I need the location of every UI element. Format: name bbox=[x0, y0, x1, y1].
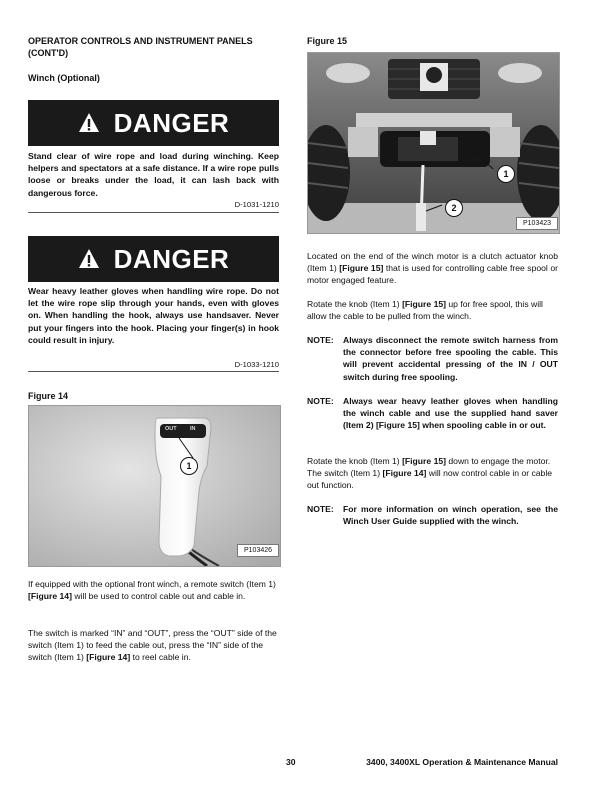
note-text: Always disconnect the remote switch harness from the connector before free spooling the cable. This will prevent accidental pressing of the IN / OUT switch during free spooling. bbox=[343, 335, 558, 382]
paragraph bbox=[307, 298, 558, 322]
figure-ref: [Figure 14] bbox=[382, 468, 427, 479]
switch-in-label: IN bbox=[190, 426, 196, 432]
danger-banner-2 bbox=[28, 236, 279, 282]
text: will now control cable in or cable out function. bbox=[307, 468, 553, 491]
note-label: NOTE: bbox=[307, 335, 334, 345]
paragraph bbox=[307, 455, 558, 492]
danger-code-1: D-1031-1210 bbox=[234, 200, 279, 209]
note-label: NOTE: bbox=[307, 504, 334, 514]
danger-text-2: Wear heavy leather gloves when handling wire rope. Do not let the wire rope slip through your hands, even with gloves on. When handling the hook, always use handsaver. Never put your fingers into the hook. Placing your finger(s) in hook could result in injury. bbox=[28, 286, 279, 345]
note bbox=[307, 503, 558, 527]
switch-out-label: OUT bbox=[165, 426, 177, 432]
callout-1: 1 bbox=[497, 165, 515, 183]
figure-ref: [Figure 15] bbox=[402, 299, 446, 309]
text: Located on the end of the winch motor is a clutch actuator knob (Item 1) bbox=[307, 251, 558, 274]
paragraph bbox=[28, 627, 279, 664]
text: If equipped with the optional front winch, a remote switch (Item 1) bbox=[28, 579, 276, 589]
paragraph bbox=[307, 250, 558, 287]
warning-triangle-icon bbox=[78, 248, 100, 270]
text: Rotate the knob (Item 1) bbox=[307, 299, 403, 309]
manual-title: 3400, 3400XL Operation & Maintenance Manual bbox=[366, 757, 558, 767]
callout-2: 2 bbox=[445, 199, 463, 217]
note-text: For more information on winch operation, see the Winch User Guide supplied with the winch. bbox=[343, 504, 558, 527]
page-number: 30 bbox=[286, 757, 296, 767]
text: up for free spool, this will allow the cable to be pulled from the winch. bbox=[307, 299, 543, 322]
figure-14-photo bbox=[28, 405, 281, 567]
note bbox=[307, 334, 558, 383]
figure-ref: [Figure 15] bbox=[339, 263, 384, 274]
callout-leader-line bbox=[29, 406, 280, 566]
text: will be used to control cable out and cable in. bbox=[71, 591, 246, 602]
danger-text-1: Stand clear of wire rope and load during winching. Keep helpers and spectators at a safe distance. If a wire rope pulls loose or breaks under the load, it can lash back with dangerous force. bbox=[28, 151, 279, 198]
text: that is used for controlling cable free spool or motor engaged feature. bbox=[307, 263, 559, 286]
callout-1: 1 bbox=[180, 457, 198, 475]
figure-15-title: Figure 15 bbox=[307, 36, 348, 46]
divider bbox=[28, 212, 279, 213]
figure-14-title: Figure 14 bbox=[28, 391, 69, 401]
danger-word-2: DANGER bbox=[113, 243, 230, 274]
danger-banner-1 bbox=[28, 100, 279, 146]
text: to reel cable in. bbox=[130, 652, 191, 663]
danger-word-1: DANGER bbox=[113, 107, 230, 138]
danger-code-2: D-1033-1210 bbox=[234, 360, 279, 369]
note-label: NOTE: bbox=[307, 396, 334, 406]
figure-14-id: P103426 bbox=[237, 544, 279, 557]
figure-15-id: P103423 bbox=[516, 217, 558, 230]
figure-ref: [Figure 14] bbox=[86, 652, 131, 663]
warning-triangle-icon bbox=[78, 112, 100, 134]
figure-15-photo bbox=[307, 52, 560, 234]
section-title: OPERATOR CONTROLS AND INSTRUMENT PANELS (CONT'D) bbox=[28, 36, 253, 58]
subsection-title: Winch (Optional) bbox=[28, 73, 100, 83]
note bbox=[307, 395, 558, 432]
text: Rotate the knob (Item 1) bbox=[307, 456, 403, 466]
divider bbox=[28, 371, 279, 372]
winch-vehicle-illustration bbox=[308, 53, 559, 233]
figure-ref: [Figure 15] bbox=[402, 456, 446, 466]
text: down to engage the motor. The switch (Item 1) bbox=[307, 456, 551, 479]
note-text: Always wear heavy leather gloves when handling the winch cable and use the supplied hand saver (Item 2) [Figure 15] when spooling cable in or out. bbox=[343, 396, 558, 431]
figure-ref: [Figure 14] bbox=[28, 591, 72, 602]
text: The switch is marked “IN” and “OUT”, press the “OUT” side of the switch (Item 1) to feed the cable out, press the “IN” side of the switch (Item 1) bbox=[28, 628, 277, 663]
paragraph bbox=[28, 578, 279, 602]
